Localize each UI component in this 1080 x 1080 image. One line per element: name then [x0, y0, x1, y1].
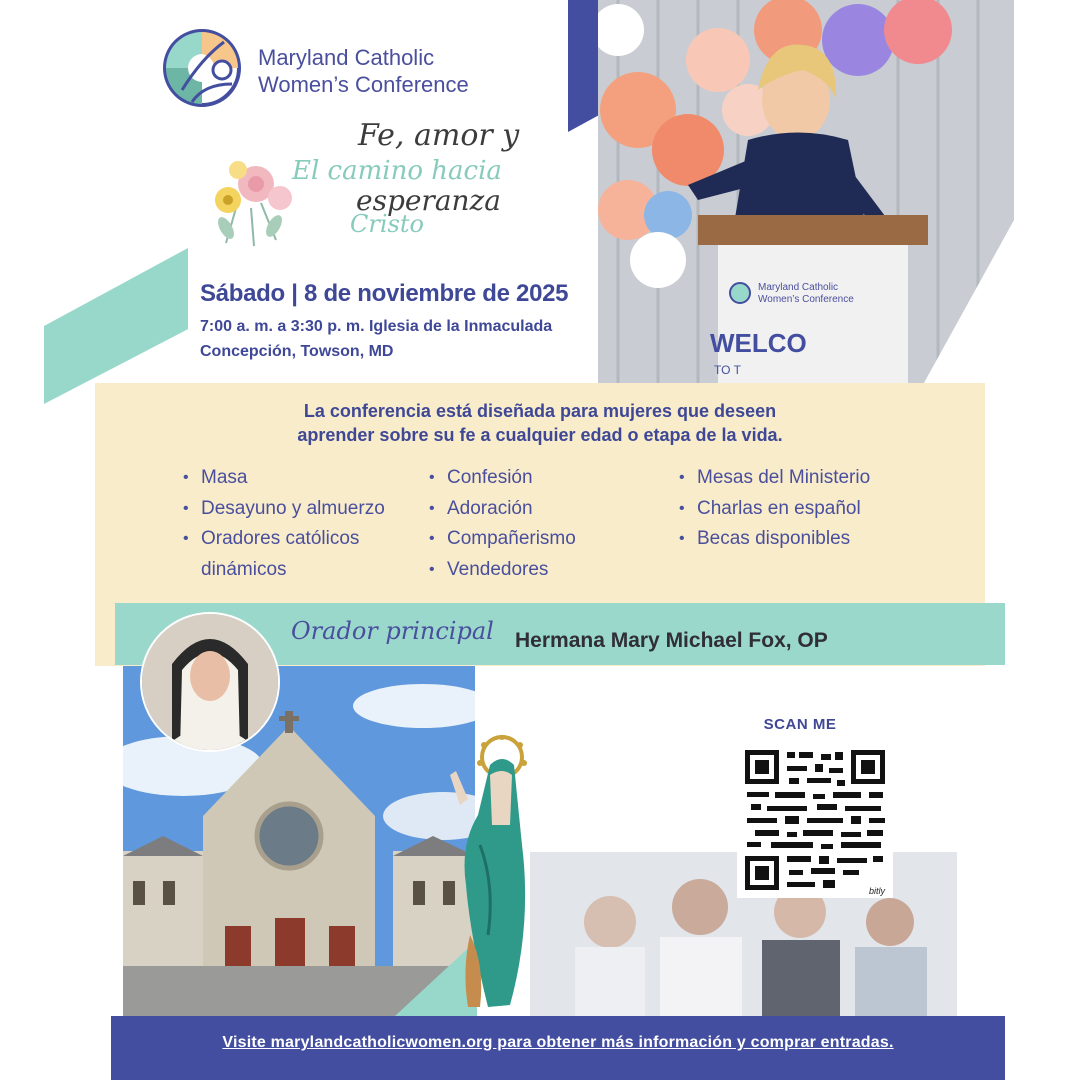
logo-wordmark — [258, 44, 469, 98]
theme-line-4: Cristo — [350, 210, 424, 238]
event-time-location: 7:00 a. m. a 3:30 p. m. Iglesia de la Inmaculada Concepción, Towson, MD — [200, 318, 553, 360]
event-date: Sábado | 8 de noviembre de 2025 — [200, 280, 569, 307]
decorative-teal-band — [44, 248, 188, 404]
info-heading-line-1: La conferencia está diseñada para mujeres que deseen — [303, 401, 777, 421]
list-item: • Masa — [179, 463, 389, 494]
list-item: • Desayuno y almuerzo — [179, 494, 389, 525]
list-item: • Charlas en español — [675, 494, 915, 525]
mary-statue-icon — [440, 735, 550, 1015]
speaker-photo — [598, 0, 1014, 430]
keynote-speaker-portrait — [140, 612, 280, 752]
info-heading — [95, 399, 985, 447]
sign-line-1: Maryland Catholic — [758, 282, 839, 293]
footer-bar — [111, 1016, 1005, 1080]
bitly-brand: bitly — [868, 886, 885, 896]
flower-bouquet-icon — [206, 148, 296, 248]
sign-small: TO T — [714, 363, 741, 377]
theme-line-1: Fe, amor y — [358, 118, 520, 153]
list-item: • Confesión — [425, 463, 625, 494]
website-link[interactable]: Visite marylandcatholicwomen.org para obtener más información y comprar entradas. — [222, 1034, 894, 1051]
sign-line-2: Women’s Conference — [758, 294, 854, 305]
info-heading-line-2: aprender sobre su fe a cualquier edad o etapa de la vida. — [297, 425, 783, 445]
sign-welcome: WELCO — [710, 328, 807, 358]
list-item: • Oradores católicos dinámicos — [179, 524, 389, 585]
logo-line-1: Maryland Catholic — [258, 45, 435, 70]
list-item: • Compañerismo — [425, 524, 625, 555]
theme-line-2: El camino hacia — [292, 156, 502, 186]
features-list-3 — [675, 463, 915, 555]
list-item: • Becas disponibles — [675, 524, 915, 555]
mcwc-logo-icon — [162, 28, 242, 108]
keynote-label: Orador principal — [291, 617, 494, 645]
keynote-speaker-name: Hermana Mary Michael Fox, OP — [515, 629, 828, 652]
list-item: • Mesas del Ministerio — [675, 463, 915, 494]
logo-line-2: Women’s Conference — [258, 72, 469, 97]
list-item: • Adoración — [425, 494, 625, 525]
features-list-2 — [425, 463, 625, 585]
theme-line-3: esperanza — [356, 184, 501, 217]
list-item: • Vendedores — [425, 555, 625, 586]
qr-code[interactable] — [737, 742, 893, 898]
scan-me-label: SCAN ME — [763, 716, 837, 733]
features-list-1 — [179, 463, 389, 585]
